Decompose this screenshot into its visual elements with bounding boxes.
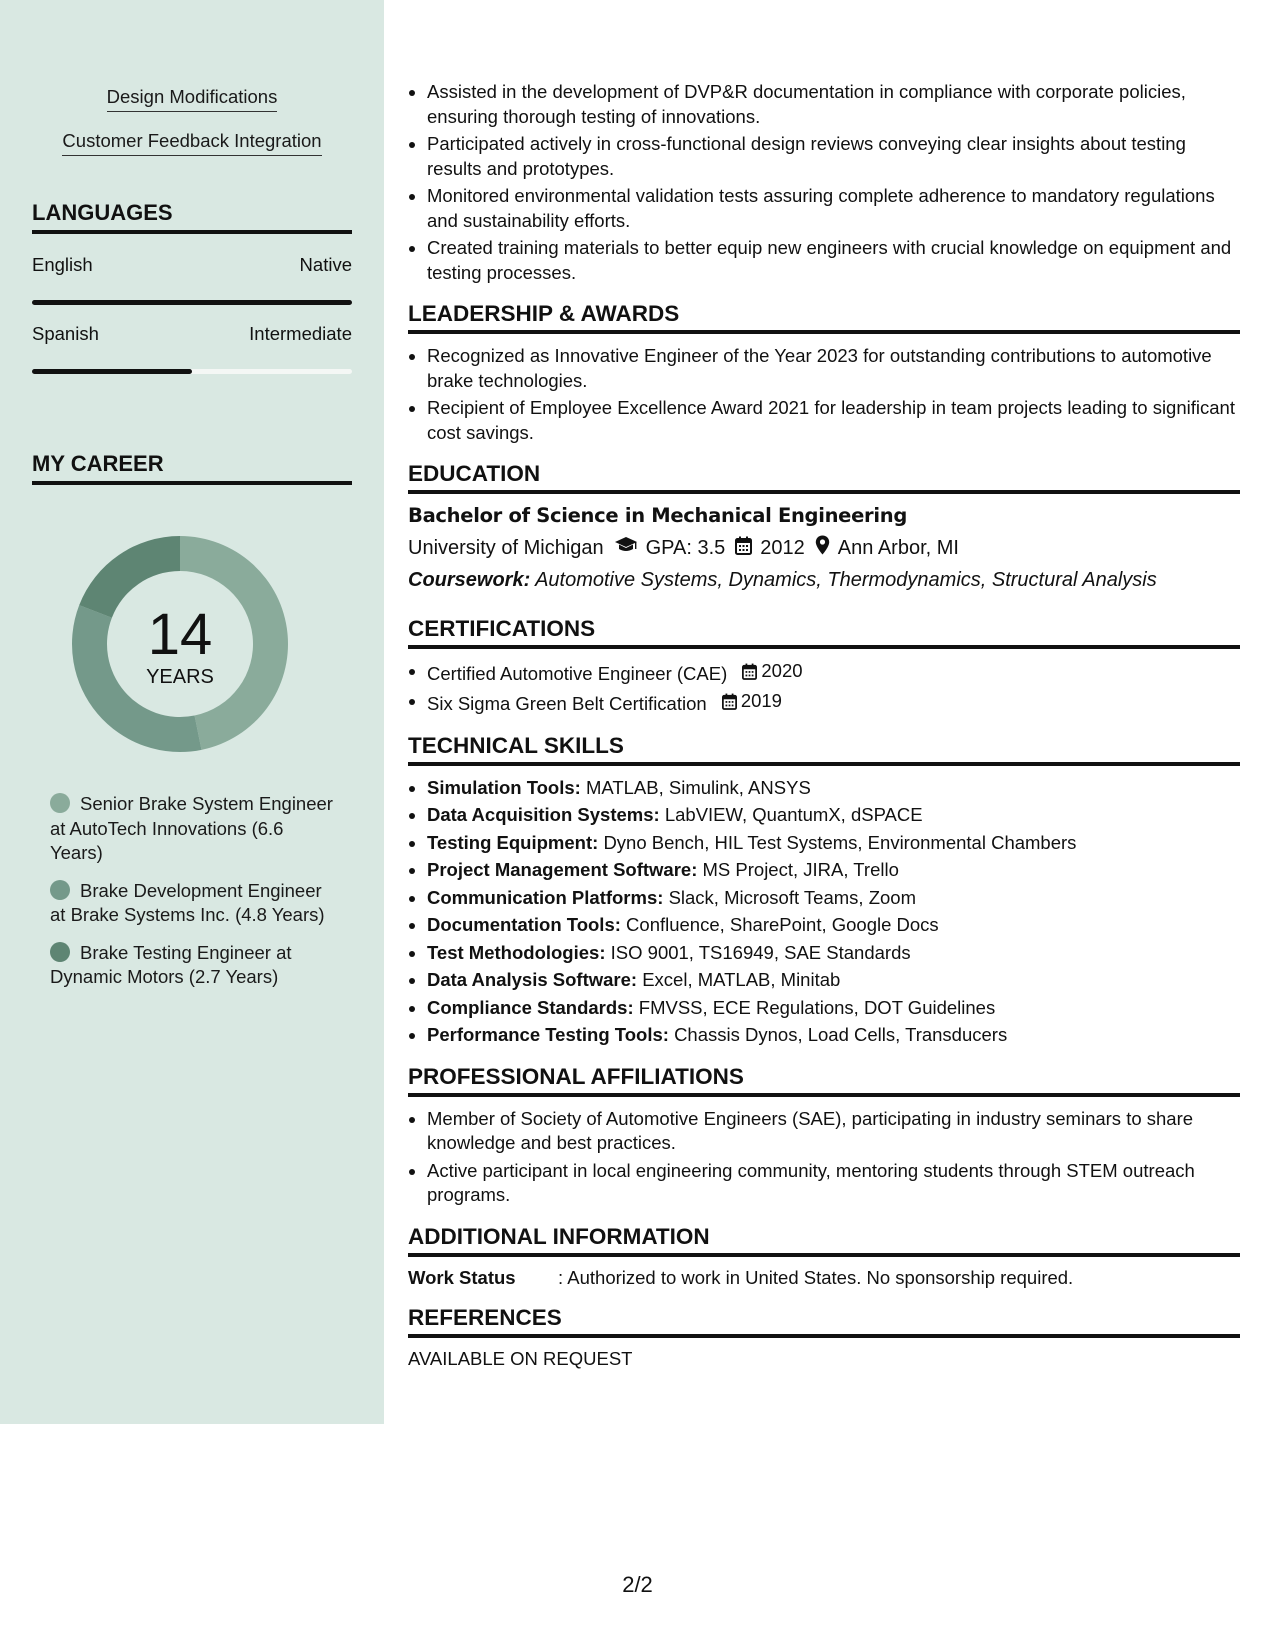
education-details <box>408 535 1240 561</box>
career-heading: MY CAREER <box>32 451 352 485</box>
skill-values: Excel, MATLAB, Minitab <box>642 969 841 990</box>
skill-category: Performance Testing Tools: <box>427 1024 669 1045</box>
career-legend-item <box>50 792 340 866</box>
skill-category: Data Analysis Software: <box>427 969 638 990</box>
skill-values: FMVSS, ECE Regulations, DOT Guidelines <box>638 996 996 1018</box>
career-legend-item <box>50 879 340 928</box>
map-pin-icon <box>815 535 830 561</box>
skill-values: MS Project, JIRA, Trello <box>702 859 899 880</box>
leadership-item: Recognized as Innovative Engineer of the Year 2023 for outstanding contributions to automotive brake technologies. <box>408 344 1240 393</box>
language-bar <box>32 369 352 374</box>
skill-category: Testing Equipment: <box>427 831 599 853</box>
language-level: Intermediate <box>249 323 352 344</box>
skill-values: Confluence, SharePoint, Google Docs <box>626 914 939 935</box>
education-location: Ann Arbor, MI <box>837 536 959 559</box>
skill-values: MATLAB, Simulink, ANSYS <box>585 776 811 798</box>
work-status-row <box>408 1267 1240 1289</box>
leadership-item: Recipient of Employee Excellence Award 2021 for leadership in team projects leading to significant cost savings. <box>408 396 1240 445</box>
language-name: Spanish <box>32 323 99 344</box>
skill-category: Simulation Tools: <box>427 776 581 798</box>
main-content <box>408 80 1240 1370</box>
career-legend <box>50 792 340 1003</box>
certifications-list <box>408 659 1240 717</box>
affiliations-heading: PROFESSIONAL AFFILIATIONS <box>408 1064 1240 1097</box>
sidebar <box>0 0 384 1424</box>
leadership-heading: LEADERSHIP & AWARDS <box>408 301 1240 334</box>
skill-tag: Design Modifications <box>107 86 278 112</box>
career-legend-text: Brake Testing Engineer at Dynamic Motors (2.7 Years) <box>50 941 292 987</box>
legend-dot-icon <box>50 793 70 813</box>
leadership-list <box>408 344 1240 445</box>
language-level: Native <box>299 254 352 275</box>
career-legend-item <box>50 941 340 990</box>
career-legend-text: Senior Brake System Engineer at AutoTech Innovations (6.6 Years) <box>50 793 333 863</box>
skill-values: LabVIEW, QuantumX, dSPACE <box>664 804 923 825</box>
education-coursework <box>408 569 1240 592</box>
career-total <box>66 530 294 758</box>
references-text: AVAILABLE ON REQUEST <box>408 1347 633 1369</box>
calendar-icon <box>722 693 737 710</box>
language-bar-fill <box>32 369 192 374</box>
language-row <box>32 254 352 276</box>
skill-values: Chassis Dynos, Load Cells, Transducers <box>674 1024 1008 1045</box>
skill-values: Slack, Microsoft Teams, Zoom <box>668 886 916 908</box>
certification-date <box>722 689 782 714</box>
work-status-value: : Authorized to work in United States. No sponsorship required. <box>558 1266 1074 1288</box>
legend-dot-icon <box>50 880 70 900</box>
education-gpa: GPA: 3.5 <box>645 536 726 559</box>
experience-bullets <box>408 80 1240 285</box>
education-year: 2012 <box>760 536 805 559</box>
technical-skill-item <box>408 913 1240 938</box>
skill-category: Compliance Standards: <box>427 996 634 1018</box>
technical-skill-item <box>408 803 1240 828</box>
education-school: University of Michigan <box>408 536 604 559</box>
technical-skill-item <box>408 858 1240 883</box>
certification-item <box>408 659 1240 686</box>
certification-item <box>408 689 1240 716</box>
career-legend-text: Brake Development Engineer at Brake Systems Inc. (4.8 Years) <box>50 879 325 925</box>
affiliations-list <box>408 1107 1240 1208</box>
skill-category: Test Methodologies: <box>427 941 606 963</box>
additional-info-heading: ADDITIONAL INFORMATION <box>408 1224 1240 1257</box>
experience-bullet: Created training materials to better equip new engineers with crucial knowledge on equipment and testing processes. <box>408 236 1240 285</box>
experience-bullet: Monitored environmental validation tests assuring complete adherence to mandatory regulations and sustainability efforts. <box>408 184 1240 233</box>
languages-heading: LANGUAGES <box>32 200 352 234</box>
technical-skill-item <box>408 1023 1240 1048</box>
language-bar-fill <box>32 300 352 305</box>
affiliation-item: Member of Society of Automotive Engineers (SAE), participating in industry seminars to share knowledge and best practices. <box>408 1107 1240 1156</box>
certifications-heading: CERTIFICATIONS <box>408 616 1240 649</box>
career-donut-chart <box>66 530 294 758</box>
technical-skill-item <box>408 776 1240 801</box>
skill-values: ISO 9001, TS16949, SAE Standards <box>610 941 911 963</box>
experience-bullet: Participated actively in cross-functional design reviews conveying clear insights about testing results and prototypes. <box>408 132 1240 181</box>
technical-skills-heading: TECHNICAL SKILLS <box>408 733 1240 766</box>
skill-category: Data Acquisition Systems: <box>427 804 660 825</box>
skill-category: Project Management Software: <box>427 859 698 880</box>
certification-date <box>742 659 802 684</box>
affiliation-item: Active participant in local engineering community, mentoring students through STEM outreach programs. <box>408 1159 1240 1208</box>
coursework-label: Coursework: <box>408 569 531 591</box>
legend-dot-icon <box>50 942 70 962</box>
skill-category: Documentation Tools: <box>427 914 621 935</box>
work-status-label: Work Status <box>408 1266 516 1288</box>
calendar-icon <box>742 663 757 680</box>
certification-name: Six Sigma Green Belt Certification <box>427 693 707 714</box>
skill-values: Dyno Bench, HIL Test Systems, Environmental Chambers <box>603 831 1077 853</box>
technical-skill-item <box>408 996 1240 1021</box>
calendar-icon <box>735 536 752 561</box>
skill-tag: Customer Feedback Integration <box>62 130 321 156</box>
references-heading: REFERENCES <box>408 1305 1240 1338</box>
technical-skill-item <box>408 886 1240 911</box>
technical-skill-item <box>408 831 1240 856</box>
career-total-label: YEARS <box>146 666 214 688</box>
education-degree: Bachelor of Science in Mechanical Engineering <box>408 504 907 527</box>
language-bar <box>32 300 352 305</box>
certification-year: 2020 <box>761 660 803 681</box>
education-heading: EDUCATION <box>408 461 1240 494</box>
technical-skill-item <box>408 968 1240 993</box>
experience-bullet: Assisted in the development of DVP&R documentation in compliance with corporate policies, ensuring thorough testing of innovations. <box>408 80 1240 129</box>
technical-skill-item <box>408 941 1240 966</box>
graduation-cap-icon <box>614 536 638 560</box>
certification-year: 2019 <box>740 690 782 712</box>
career-total-number: 14 <box>147 602 213 667</box>
language-name: English <box>32 254 93 275</box>
coursework-text: Automotive Systems, Dynamics, Thermodynamics, Structural Analysis <box>535 569 1157 591</box>
skill-tags <box>0 86 384 174</box>
language-row <box>32 323 352 345</box>
certification-name: Certified Automotive Engineer (CAE) <box>427 662 728 684</box>
page-number: 2/2 <box>622 1572 653 1597</box>
skill-category: Communication Platforms: <box>427 886 664 908</box>
technical-skills-list <box>408 776 1240 1048</box>
